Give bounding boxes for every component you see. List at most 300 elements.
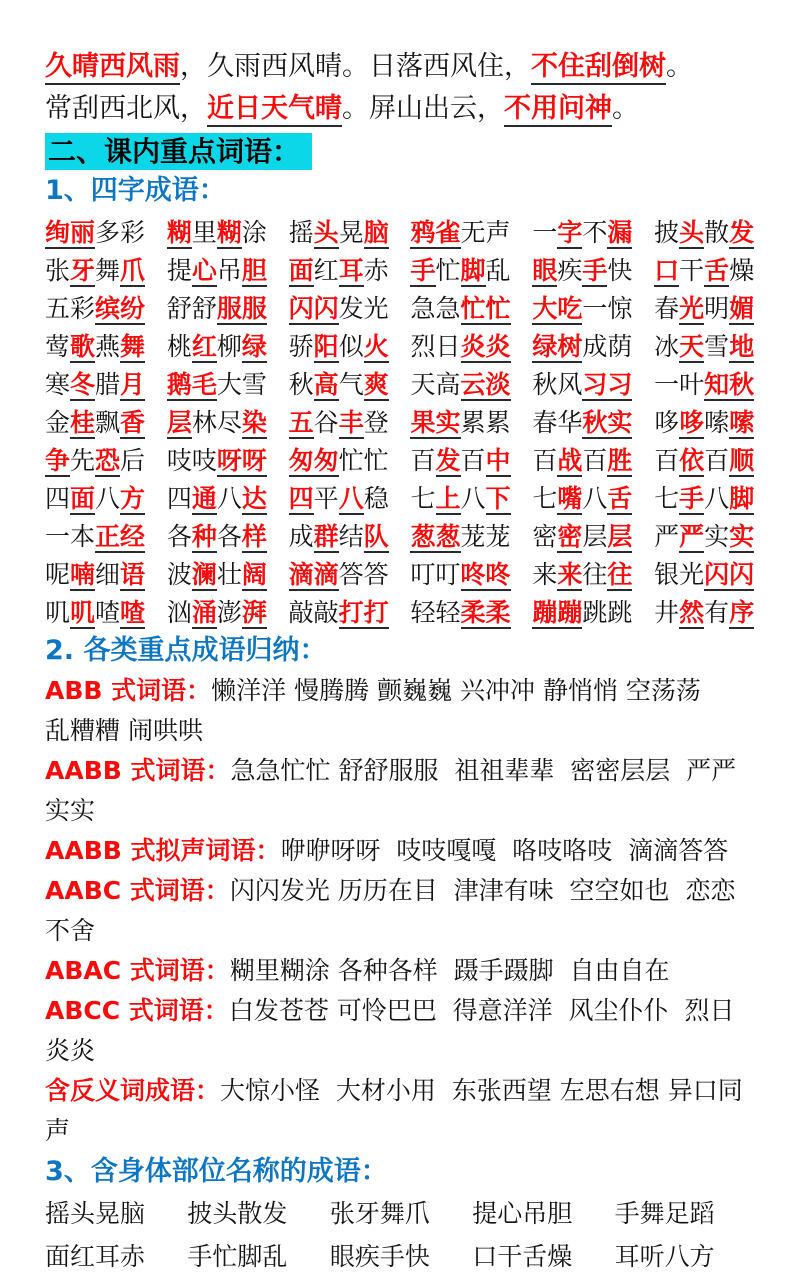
idiom	[532, 213, 635, 249]
idiom-char-black: 层	[582, 522, 608, 551]
idiom	[532, 365, 635, 401]
idiom-char-red: 头	[313, 218, 339, 247]
idiom-char-red: 滴滴	[288, 560, 339, 589]
idiom	[289, 327, 392, 363]
idiom-char-black: 春华	[532, 408, 583, 437]
idiom-char-black: 百	[582, 446, 608, 475]
idiom-char-red: 队	[363, 522, 389, 551]
idiom-char-red: 种	[191, 522, 217, 551]
section-heading-highlighted: 二、课内重点词语：	[45, 133, 312, 170]
idiom	[289, 403, 392, 439]
idiom-char-red: 来	[557, 560, 583, 589]
idiom-char-red: 桂	[70, 408, 96, 437]
idiom-char-black: 细	[95, 560, 121, 589]
idiom-char-black: 干	[679, 256, 705, 285]
idiom-grid-row	[45, 516, 757, 554]
idiom-char-black: 四	[45, 484, 71, 513]
idiom-char-black: 密	[532, 522, 558, 551]
idiom-char-black: 平	[313, 484, 339, 513]
pattern-label: ABCC 式词语：	[45, 996, 229, 1025]
idiom-char-red: 胆	[241, 256, 267, 285]
idiom-char-red: 丰	[338, 408, 364, 437]
idiom-char-red: 阳	[313, 332, 339, 361]
idiom-char-black: 八	[704, 484, 730, 513]
idiom	[289, 213, 392, 249]
idiom-char-red: 咚咚	[460, 560, 511, 589]
pattern-text: 乱糟糟 闹哄哄	[45, 716, 203, 745]
idiom	[654, 555, 757, 591]
idiom	[167, 517, 270, 553]
idiom-char-black: 散	[704, 218, 730, 247]
idiom	[45, 327, 148, 363]
idiom-char-red: 层	[166, 408, 192, 437]
idiom-char-black: 波	[166, 560, 192, 589]
idiom-char-black: 。	[612, 93, 639, 124]
idiom-char-black: 骄	[288, 332, 314, 361]
idiom	[410, 479, 513, 515]
idiom-char-black: 井	[654, 598, 680, 627]
idiom	[410, 289, 513, 325]
idiom-char-black: 里	[191, 218, 217, 247]
idiom-char-red: 争	[45, 446, 71, 475]
idiom-char-red: 胜	[607, 446, 633, 475]
idiom-char-red: 爽	[363, 370, 389, 399]
idiom-char-red: 湃	[241, 598, 267, 627]
idiom	[167, 403, 270, 439]
idiom-char-red: 闪闪	[288, 294, 339, 323]
pattern-line	[45, 991, 757, 1071]
idiom-char-black: 壮	[216, 560, 242, 589]
idiom-char-black: 似	[338, 332, 364, 361]
pattern-text: 懒洋洋 慢腾腾 颤巍巍 兴冲冲 静悄悄 空荡荡	[211, 676, 701, 705]
idiom	[532, 555, 635, 591]
idiom-grid-row	[45, 288, 757, 326]
idiom	[289, 555, 392, 591]
idiom	[410, 327, 513, 363]
idiom-char-black: 无声	[460, 218, 511, 247]
idiom-char-red: 久晴西风雨	[45, 51, 180, 85]
idiom	[532, 289, 635, 325]
idiom-char-red: 中	[485, 446, 511, 475]
idiom-char-black: 一	[532, 218, 558, 247]
idiom-char-red: 语	[120, 560, 146, 589]
idiom-char-black: 秋	[288, 370, 314, 399]
idiom	[654, 517, 757, 553]
idiom-char-red: 漏	[607, 218, 633, 247]
idiom-char-black: 五彩	[45, 294, 96, 323]
idiom-char-red: 糊	[216, 218, 242, 247]
pattern-label: 含反义词成语：	[45, 1076, 221, 1105]
idiom-char-black: 气	[338, 370, 364, 399]
idiom	[289, 479, 392, 515]
idiom-char-red: 字	[557, 218, 583, 247]
idiom	[45, 479, 148, 515]
idiom-char-black: 舞	[95, 256, 121, 285]
idiom-char-red: 往	[607, 560, 633, 589]
idiom-char-black: 七	[532, 484, 558, 513]
idiom-char-black: 红	[313, 256, 339, 285]
idiom-char-black: 各	[166, 522, 192, 551]
idiom	[45, 365, 148, 401]
idiom-char-black: 柳	[216, 332, 242, 361]
idiom-char-black: 涂	[241, 218, 267, 247]
idiom	[532, 517, 635, 553]
idiom-char-black: 叮叮	[410, 560, 461, 589]
idiom-char-red: 月	[120, 370, 146, 399]
idiom-grid	[45, 212, 757, 630]
idiom	[167, 251, 270, 287]
idiom-char-black: 发光	[338, 294, 389, 323]
idiom-char-red: 手	[582, 256, 608, 285]
idiom-char-red: 群	[313, 522, 339, 551]
idiom-char-red: 实	[729, 522, 755, 551]
idiom-char-black: 摇	[288, 218, 314, 247]
idiom	[289, 365, 392, 401]
idiom-char-red: 嘴	[557, 484, 583, 513]
idiom-char-black: 七	[654, 484, 680, 513]
idiom	[532, 441, 635, 477]
idiom-char-black: 汹	[166, 598, 192, 627]
idiom-char-red: 样	[241, 522, 267, 551]
idiom-char-red: 牙	[70, 256, 96, 285]
body-idiom: 提心吊胆	[472, 1199, 573, 1228]
idiom-char-black: 累累	[460, 408, 511, 437]
idiom-char-black: 常刮西北风，	[45, 93, 207, 124]
subheading-four-char-idioms: 1、四字成语：	[45, 175, 226, 206]
idiom	[410, 213, 513, 249]
idiom-char-red: 炎炎	[460, 332, 511, 361]
idiom-char-black: 百	[460, 446, 486, 475]
idiom	[410, 555, 513, 591]
idiom-char-red: 天	[679, 332, 705, 361]
idiom-char-black: 忙	[435, 256, 461, 285]
idiom-char-red: 依	[679, 446, 705, 475]
body-idiom-row	[45, 1235, 757, 1278]
idiom-char-red: 舞	[120, 332, 146, 361]
pattern-text: 咿咿呀呀 吱吱嘎嘎 咯吱咯吱 滴滴答答	[280, 836, 729, 865]
idiom-char-red: 手	[410, 256, 436, 285]
idiom-char-red: 染	[241, 408, 267, 437]
idiom-char-red: 顺	[729, 446, 755, 475]
idiom-grid-row	[45, 326, 757, 364]
idiom-char-red: 葱葱	[410, 522, 461, 551]
pattern-text: 糊里糊涂 各种各样 蹑手蹑脚 自由自在	[229, 956, 670, 985]
proverb-line	[45, 88, 757, 130]
idiom-char-black: 一本	[45, 522, 96, 551]
idiom-grid-row	[45, 592, 757, 630]
idiom-char-red: 脑	[363, 218, 389, 247]
idiom-char-black: 快	[607, 256, 633, 285]
idiom-char-red: 果实	[410, 408, 461, 437]
idiom-char-red: 手	[679, 484, 705, 513]
idiom-char-red: 媚	[729, 294, 755, 323]
idiom-char-black: 披	[654, 218, 680, 247]
idiom	[45, 213, 148, 249]
idiom-char-red: 糊	[166, 218, 192, 247]
idiom	[167, 441, 270, 477]
idiom-char-black: 结	[338, 522, 364, 551]
pattern-line	[45, 711, 757, 751]
idiom-char-black: 谷	[313, 408, 339, 437]
idiom-char-red: 不用问神	[504, 93, 612, 127]
idiom	[289, 517, 392, 553]
idiom-char-black: 腊	[95, 370, 121, 399]
idiom-char-black: 四	[166, 484, 192, 513]
idiom-char-red: 正经	[95, 522, 146, 551]
idiom-char-black: 各	[216, 522, 242, 551]
pattern-label: AABB 式词语：	[45, 756, 231, 785]
idiom-grid-row	[45, 212, 757, 250]
idiom	[654, 251, 757, 287]
idiom-char-black: 莺	[45, 332, 71, 361]
pattern-label: ABB 式词语：	[45, 676, 212, 705]
idiom-char-red: 不住刮倒树	[531, 51, 666, 85]
idiom-char-black: 百	[532, 446, 558, 475]
idiom-char-red: 叽	[70, 598, 96, 627]
idiom-grid-row	[45, 402, 757, 440]
idiom-char-red: 闪闪	[704, 560, 755, 589]
idiom	[410, 403, 513, 439]
idiom-char-black: 赤	[363, 256, 389, 285]
idiom	[45, 517, 148, 553]
idiom-char-black: 百	[704, 446, 730, 475]
idiom	[654, 403, 757, 439]
idiom-char-red: 通	[191, 484, 217, 513]
idiom-char-black: 成荫	[582, 332, 633, 361]
idiom	[45, 555, 148, 591]
idiom-char-red: 习习	[582, 370, 633, 399]
idiom-char-black: 不	[582, 218, 608, 247]
idiom-char-black: 一叶	[654, 370, 705, 399]
idiom	[410, 251, 513, 287]
idiom-char-red: 八	[338, 484, 364, 513]
idiom-char-red: 香	[120, 408, 146, 437]
idiom	[167, 479, 270, 515]
idiom-char-red: 火	[363, 332, 389, 361]
idiom-char-red: 澜	[191, 560, 217, 589]
idiom-char-red: 恐	[95, 446, 121, 475]
idiom-char-red: 发	[435, 446, 461, 475]
idiom-char-black: 百	[654, 446, 680, 475]
pattern-line	[45, 951, 757, 991]
idiom-char-black: 提	[166, 256, 192, 285]
pattern-line	[45, 751, 757, 831]
body-idiom: 耳听八方	[614, 1242, 715, 1271]
idiom-char-black: 八	[582, 484, 608, 513]
idiom-char-red: 绿树	[532, 332, 583, 361]
idiom	[532, 251, 635, 287]
idiom	[654, 365, 757, 401]
idiom-char-red: 脚	[729, 484, 755, 513]
idiom-char-red: 头	[679, 218, 705, 247]
idiom-char-black: 实	[704, 522, 730, 551]
idiom-char-red: 鸦雀	[410, 218, 461, 247]
pattern-label: AABC 式词语：	[45, 876, 230, 905]
idiom-char-black: 呢	[45, 560, 71, 589]
idiom-char-red: 阔	[241, 560, 267, 589]
proverb-section	[45, 46, 757, 130]
idiom-char-red: 云淡	[460, 370, 511, 399]
idiom-char-red: 爪	[120, 256, 146, 285]
idiom	[654, 441, 757, 477]
idiom-char-red: 秋实	[582, 408, 633, 437]
proverb-line	[45, 46, 757, 88]
idiom-char-red: 鹅毛	[166, 370, 217, 399]
idiom	[167, 593, 270, 629]
idiom-char-black: 雪	[704, 332, 730, 361]
idiom	[45, 593, 148, 629]
body-idiom: 眼疾手快	[329, 1242, 430, 1271]
idiom-char-red: 舌	[704, 256, 730, 285]
idiom-char-red: 面	[70, 484, 96, 513]
idiom-char-black: 跳跳	[582, 598, 633, 627]
idiom-char-red: 匆匆	[288, 446, 339, 475]
body-idiom-rows	[45, 1192, 757, 1278]
idiom-char-black: 澎	[216, 598, 242, 627]
idiom-char-black: 先	[70, 446, 96, 475]
idiom-char-black: 稳	[363, 484, 389, 513]
idiom-char-red: 战	[557, 446, 583, 475]
idiom	[654, 213, 757, 249]
idiom-char-red: 服服	[216, 294, 267, 323]
idiom	[45, 289, 148, 325]
idiom-char-black: 忙忙	[338, 446, 389, 475]
idiom-char-red: 层	[607, 522, 633, 551]
idiom-char-red: 发	[729, 218, 755, 247]
idiom-grid-row	[45, 250, 757, 288]
idiom-char-black: 八	[216, 484, 242, 513]
idiom-char-black: 往	[582, 560, 608, 589]
idiom-char-red: 上	[435, 484, 461, 513]
idiom-char-black: 飘	[95, 408, 121, 437]
idiom	[289, 289, 392, 325]
idiom-char-red: 序	[729, 598, 755, 627]
pattern-text: 白发苍苍 可怜巴巴 得意洋洋 风尘仆仆 烈日炎炎	[45, 996, 735, 1065]
body-idiom: 面红耳赤	[45, 1242, 146, 1271]
idiom-char-black: 成	[288, 522, 314, 551]
idiom-char-black: 多彩	[95, 218, 146, 247]
idiom-char-red: 哆	[679, 408, 705, 437]
idiom-char-black: 舒舒	[166, 294, 217, 323]
body-idiom: 手舞足蹈	[614, 1199, 715, 1228]
idiom	[167, 289, 270, 325]
idiom-char-black: 一惊	[582, 294, 633, 323]
idiom-char-red: 喳	[120, 598, 146, 627]
pattern-text: 大惊小怪 大材小用 东张西望 左思右想 异口同声	[45, 1076, 743, 1145]
idiom-char-black: 登	[363, 408, 389, 437]
idiom-char-black: 燕	[95, 332, 121, 361]
idiom-char-black: 严	[654, 522, 680, 551]
idiom	[45, 403, 148, 439]
idiom-char-black: 银光	[654, 560, 705, 589]
idiom-grid-row	[45, 364, 757, 402]
idiom	[654, 327, 757, 363]
idiom-char-red: 冬	[70, 370, 96, 399]
idiom-char-black: 轻轻	[410, 598, 461, 627]
idiom-char-red: 心	[191, 256, 217, 285]
idiom-char-black: 晃	[338, 218, 364, 247]
idiom-char-black: 八	[460, 484, 486, 513]
idiom-char-black: 来	[532, 560, 558, 589]
idiom-char-black: 百	[410, 446, 436, 475]
idiom-char-red: 忙忙	[460, 294, 511, 323]
pattern-label: ABAC 式词语：	[45, 956, 230, 985]
idiom-char-red: 脚	[460, 256, 486, 285]
idiom-char-red: 近日天气晴	[207, 93, 342, 127]
idiom	[654, 479, 757, 515]
idiom-char-red: 红	[191, 332, 217, 361]
idiom-char-black: 七	[410, 484, 436, 513]
idiom-char-black: 吱吱	[166, 446, 217, 475]
idiom-char-red: 大吃	[532, 294, 583, 323]
idiom	[410, 593, 513, 629]
idiom-char-black: 大雪	[216, 370, 267, 399]
body-idiom-row	[45, 1192, 757, 1235]
idiom-char-black: 春	[654, 294, 680, 323]
idiom-char-black: 金	[45, 408, 71, 437]
idiom-char-red: 密	[557, 522, 583, 551]
pattern-line	[45, 871, 757, 951]
idiom-char-black: 。	[666, 51, 693, 82]
idiom-char-red: 方	[120, 484, 146, 513]
idiom-char-black: 烈日	[410, 332, 461, 361]
idiom-grid-row	[45, 440, 757, 478]
pattern-line	[45, 671, 757, 711]
idiom-char-black: 。屏山出云，	[342, 93, 504, 124]
idiom	[532, 479, 635, 515]
idiom-char-red: 舌	[607, 484, 633, 513]
idiom-char-red: 光	[679, 294, 705, 323]
idiom-char-black: 敲敲	[288, 598, 339, 627]
idiom-char-black: 桃	[166, 332, 192, 361]
idiom-char-red: 歌	[70, 332, 96, 361]
idiom	[167, 555, 270, 591]
idiom-char-red: 绚丽	[45, 218, 96, 247]
idiom-char-red: 柔柔	[460, 598, 511, 627]
idiom-char-red: 喃	[70, 560, 96, 589]
idiom-char-red: 面	[288, 256, 314, 285]
idiom-char-black: 张	[45, 256, 71, 285]
idiom-char-black: 燥	[729, 256, 755, 285]
idiom-char-black: 寒	[45, 370, 71, 399]
idiom-char-red: 严	[679, 522, 705, 551]
idiom-grid-row	[45, 554, 757, 592]
idiom-char-black: 林尽	[191, 408, 242, 437]
pattern-line	[45, 1071, 757, 1151]
idiom	[410, 517, 513, 553]
idiom-char-red: 耳	[338, 256, 364, 285]
idiom	[167, 327, 270, 363]
idiom-char-black: ，久雨西风晴。日落西风住，	[180, 51, 531, 82]
pattern-text: 急急忙忙 舒舒服服 祖祖辈辈 密密层层 严严实实	[45, 756, 737, 825]
idiom-char-red: 知秋	[704, 370, 755, 399]
idiom	[167, 365, 270, 401]
idiom-char-red: 缤纷	[95, 294, 146, 323]
idiom-char-black: 疾	[557, 256, 583, 285]
idiom-char-red: 口	[654, 256, 680, 285]
idiom-char-red: 眼	[532, 256, 558, 285]
idiom	[289, 593, 392, 629]
idiom-char-red: 呀呀	[216, 446, 267, 475]
idiom-char-red: 涌	[191, 598, 217, 627]
pattern-label: AABB 式拟声词语：	[45, 836, 281, 865]
idiom-char-red: 嗦	[729, 408, 755, 437]
idiom-char-black: 八	[95, 484, 121, 513]
idiom-char-red: 绿	[241, 332, 267, 361]
idiom	[289, 251, 392, 287]
idiom	[45, 441, 148, 477]
idiom	[410, 441, 513, 477]
